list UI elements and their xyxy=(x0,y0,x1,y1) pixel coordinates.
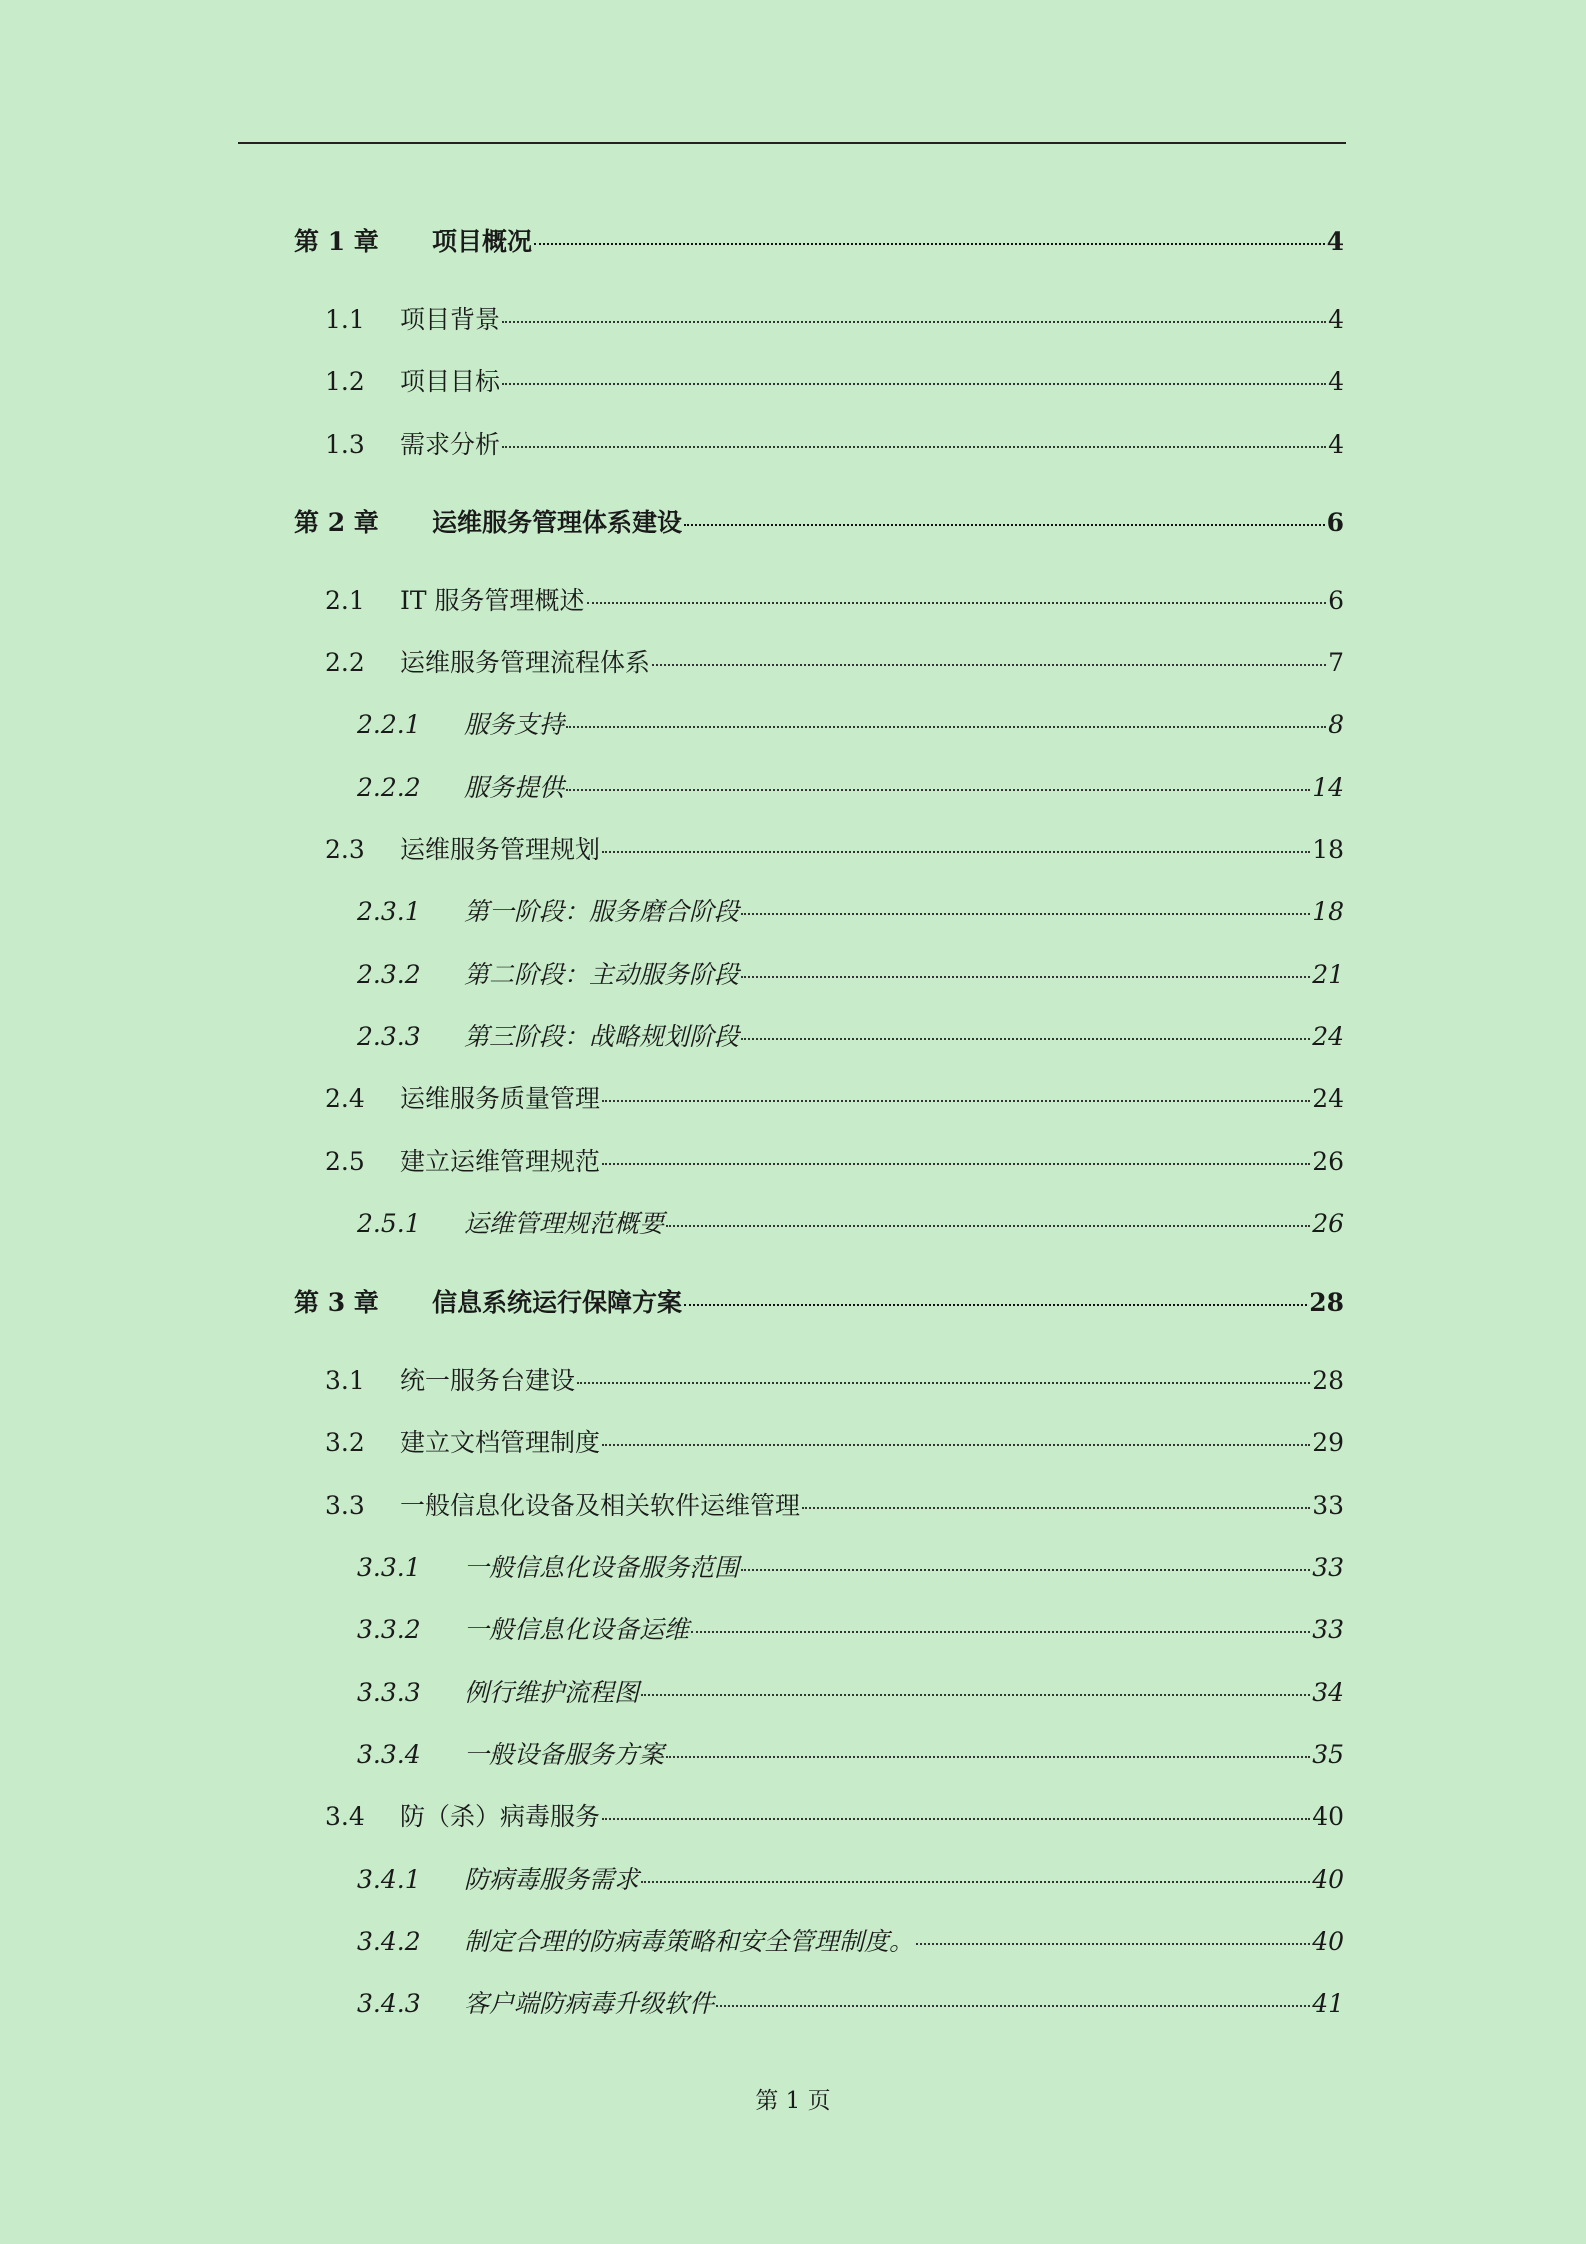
toc-entry-number: 3.3 xyxy=(325,1491,365,1520)
toc-entry-title: 运维管理规范概要 xyxy=(464,1209,665,1238)
toc-entry-page-number: 34 xyxy=(1312,1678,1344,1707)
toc-subsection-entry[interactable] xyxy=(357,1984,1344,2020)
toc-entry-title: 运维服务管理流程体系 xyxy=(400,648,651,677)
toc-section-entry[interactable] xyxy=(325,1079,1344,1115)
toc-entry-title: 需求分析 xyxy=(400,430,501,459)
toc-section-entry[interactable] xyxy=(325,300,1344,336)
toc-entry-page-number: 26 xyxy=(1312,1209,1344,1238)
toc-entry-title: 一般设备服务方案 xyxy=(464,1740,665,1769)
toc-entry-number: 2.2 xyxy=(325,648,365,677)
toc-entry-number: 3.4 xyxy=(325,1802,365,1831)
toc-dot-leader xyxy=(602,1163,1310,1165)
toc-entry-number: 2.5.1 xyxy=(357,1209,421,1238)
toc-section-entry[interactable] xyxy=(325,362,1344,398)
toc-section-entry[interactable] xyxy=(325,1486,1344,1522)
toc-entry-number: 1.1 xyxy=(325,305,365,334)
toc-entry-title: 项目概况 xyxy=(432,227,533,256)
toc-entry-title: 项目背景 xyxy=(400,305,501,334)
toc-entry-number: 3.3.3 xyxy=(357,1678,421,1707)
toc-entry-page-number: 4 xyxy=(1326,227,1344,256)
toc-entry-page-number: 8 xyxy=(1328,710,1344,739)
toc-entry-number: 2.1 xyxy=(325,586,365,615)
toc-entry-page-number: 33 xyxy=(1312,1491,1344,1520)
toc-dot-leader xyxy=(534,243,1325,245)
toc-entry-page-number: 4 xyxy=(1328,305,1344,334)
toc-subsection-entry[interactable] xyxy=(357,1204,1344,1240)
toc-entry-page-number: 7 xyxy=(1328,648,1344,677)
toc-entry-number: 3.3.1 xyxy=(357,1553,421,1582)
toc-dot-leader xyxy=(602,851,1310,853)
toc-dot-leader xyxy=(916,1943,1310,1945)
toc-entry-title: 制定合理的防病毒策略和安全管理制度。 xyxy=(464,1927,915,1956)
toc-entry-page-number: 21 xyxy=(1312,960,1344,989)
toc-entry-number: 2.3.2 xyxy=(357,960,421,989)
toc-entry-page-number: 29 xyxy=(1312,1428,1344,1457)
toc-entry-page-number: 41 xyxy=(1312,1989,1344,2018)
toc-subsection-entry[interactable] xyxy=(357,1548,1344,1584)
toc-dot-leader xyxy=(741,1038,1310,1040)
toc-subsection-entry[interactable] xyxy=(357,955,1344,991)
toc-dot-leader xyxy=(666,1225,1310,1227)
toc-entry-page-number: 40 xyxy=(1312,1802,1344,1831)
toc-section-entry[interactable] xyxy=(325,1797,1344,1833)
toc-chapter-entry[interactable] xyxy=(294,222,1344,258)
toc-entry-title: 运维服务管理体系建设 xyxy=(432,508,683,537)
toc-entry-page-number: 28 xyxy=(1312,1366,1344,1395)
toc-entry-number: 2.5 xyxy=(325,1147,365,1176)
toc-entry-title: 服务支持 xyxy=(464,710,565,739)
toc-entry-number: 2.3 xyxy=(325,835,365,864)
toc-entry-page-number: 33 xyxy=(1312,1553,1344,1582)
toc-entry-title: 客户端防病毒升级软件 xyxy=(464,1989,715,2018)
toc-entry-page-number: 4 xyxy=(1328,367,1344,396)
toc-entry-title: 服务提供 xyxy=(464,773,565,802)
toc-dot-leader xyxy=(502,321,1326,323)
toc-dot-leader xyxy=(741,1569,1310,1571)
toc-subsection-entry[interactable] xyxy=(357,768,1344,804)
toc-entry-title: 运维服务质量管理 xyxy=(400,1084,601,1113)
toc-entry-title: 建立运维管理规范 xyxy=(400,1147,601,1176)
toc-entry-title: 信息系统运行保障方案 xyxy=(432,1288,683,1317)
toc-entry-number: 2.2.2 xyxy=(357,773,421,802)
toc-dot-leader xyxy=(602,1818,1310,1820)
toc-dot-leader xyxy=(802,1507,1310,1509)
toc-entry-page-number: 26 xyxy=(1312,1147,1344,1176)
toc-entry-page-number: 14 xyxy=(1312,773,1344,802)
toc-entry-number: 1.2 xyxy=(325,367,365,396)
toc-section-entry[interactable] xyxy=(325,643,1344,679)
toc-section-entry[interactable] xyxy=(325,830,1344,866)
toc-subsection-entry[interactable] xyxy=(357,1735,1344,1771)
toc-entry-page-number: 28 xyxy=(1309,1288,1344,1317)
toc-subsection-entry[interactable] xyxy=(357,1017,1344,1053)
toc-entry-number: 3.4.1 xyxy=(357,1865,421,1894)
toc-entry-number: 2.4 xyxy=(325,1084,365,1113)
toc-dot-leader xyxy=(641,1694,1310,1696)
toc-subsection-entry[interactable] xyxy=(357,1673,1344,1709)
toc-entry-number: 2.3.3 xyxy=(357,1022,421,1051)
toc-subsection-entry[interactable] xyxy=(357,1922,1344,1958)
toc-entry-number: 3.3.4 xyxy=(357,1740,421,1769)
toc-entry-number: 第 2 章 xyxy=(294,508,379,537)
toc-entry-number: 3.4.3 xyxy=(357,1989,421,2018)
toc-entry-page-number: 24 xyxy=(1312,1084,1344,1113)
toc-entry-title: 防病毒服务需求 xyxy=(464,1865,640,1894)
toc-dot-leader xyxy=(666,1756,1310,1758)
toc-entry-number: 第 3 章 xyxy=(294,1288,379,1317)
toc-entry-number: 1.3 xyxy=(325,430,365,459)
toc-dot-leader xyxy=(684,1304,1307,1306)
toc-entry-page-number: 24 xyxy=(1312,1022,1344,1051)
toc-section-entry[interactable] xyxy=(325,581,1344,617)
toc-entry-title: 统一服务台建设 xyxy=(400,1366,576,1395)
toc-dot-leader xyxy=(716,2005,1310,2007)
toc-entry-page-number: 6 xyxy=(1328,586,1344,615)
toc-entry-page-number: 6 xyxy=(1326,508,1344,537)
toc-entry-title: IT 服务管理概述 xyxy=(400,586,585,615)
toc-entry-title: 一般信息化设备及相关软件运维管理 xyxy=(400,1491,801,1520)
toc-dot-leader xyxy=(741,976,1310,978)
toc-entry-number: 3.1 xyxy=(325,1366,365,1395)
toc-entry-number: 2.3.1 xyxy=(357,897,421,926)
toc-dot-leader xyxy=(641,1881,1310,1883)
toc-entry-page-number: 40 xyxy=(1312,1927,1344,1956)
toc-entry-number: 2.2.1 xyxy=(357,710,421,739)
toc-section-entry[interactable] xyxy=(325,425,1344,461)
toc-subsection-entry[interactable] xyxy=(357,892,1344,928)
toc-subsection-entry[interactable] xyxy=(357,1610,1344,1646)
toc-entry-page-number: 40 xyxy=(1312,1865,1344,1894)
toc-subsection-entry[interactable] xyxy=(357,1860,1344,1896)
toc-dot-leader xyxy=(602,1444,1310,1446)
toc-dot-leader xyxy=(502,383,1326,385)
toc-section-entry[interactable] xyxy=(325,1142,1344,1178)
toc-dot-leader xyxy=(566,726,1326,728)
toc-subsection-entry[interactable] xyxy=(357,705,1344,741)
toc-dot-leader xyxy=(577,1382,1310,1384)
page-footer: 第 1 页 xyxy=(755,2088,831,2114)
toc-entry-title: 建立文档管理制度 xyxy=(400,1428,601,1457)
toc-dot-leader xyxy=(502,446,1326,448)
toc-dot-leader xyxy=(652,664,1326,666)
toc-dot-leader xyxy=(691,1631,1310,1633)
toc-chapter-entry[interactable] xyxy=(294,1283,1344,1319)
toc-entry-title: 防（杀）病毒服务 xyxy=(400,1802,601,1831)
toc-section-entry[interactable] xyxy=(325,1361,1344,1397)
toc-entry-number: 3.3.2 xyxy=(357,1615,421,1644)
toc-dot-leader xyxy=(684,524,1325,526)
toc-entry-title: 项目目标 xyxy=(400,367,501,396)
toc-dot-leader xyxy=(587,602,1327,604)
toc-entry-page-number: 4 xyxy=(1328,430,1344,459)
toc-entry-title: 运维服务管理规划 xyxy=(400,835,601,864)
toc-entry-number: 3.4.2 xyxy=(357,1927,421,1956)
toc-section-entry[interactable] xyxy=(325,1423,1344,1459)
toc-dot-leader xyxy=(566,789,1310,791)
toc-dot-leader xyxy=(741,913,1310,915)
toc-entry-title: 一般信息化设备运维 xyxy=(464,1615,690,1644)
toc-chapter-entry[interactable] xyxy=(294,503,1344,539)
toc-entry-number: 3.2 xyxy=(325,1428,365,1457)
toc-entry-page-number: 18 xyxy=(1312,835,1344,864)
toc-entry-page-number: 33 xyxy=(1312,1615,1344,1644)
toc-entry-number: 第 1 章 xyxy=(294,227,379,256)
toc-entry-title: 一般信息化设备服务范围 xyxy=(464,1553,740,1582)
toc-entry-title: 例行维护流程图 xyxy=(464,1678,640,1707)
toc-entry-title: 第二阶段：主动服务阶段 xyxy=(464,960,740,989)
toc-entry-page-number: 18 xyxy=(1312,897,1344,926)
toc-entry-title: 第三阶段：战略规划阶段 xyxy=(464,1022,740,1051)
toc-entry-page-number: 35 xyxy=(1312,1740,1344,1769)
toc-entry-title: 第一阶段：服务磨合阶段 xyxy=(464,897,740,926)
toc-dot-leader xyxy=(602,1100,1310,1102)
